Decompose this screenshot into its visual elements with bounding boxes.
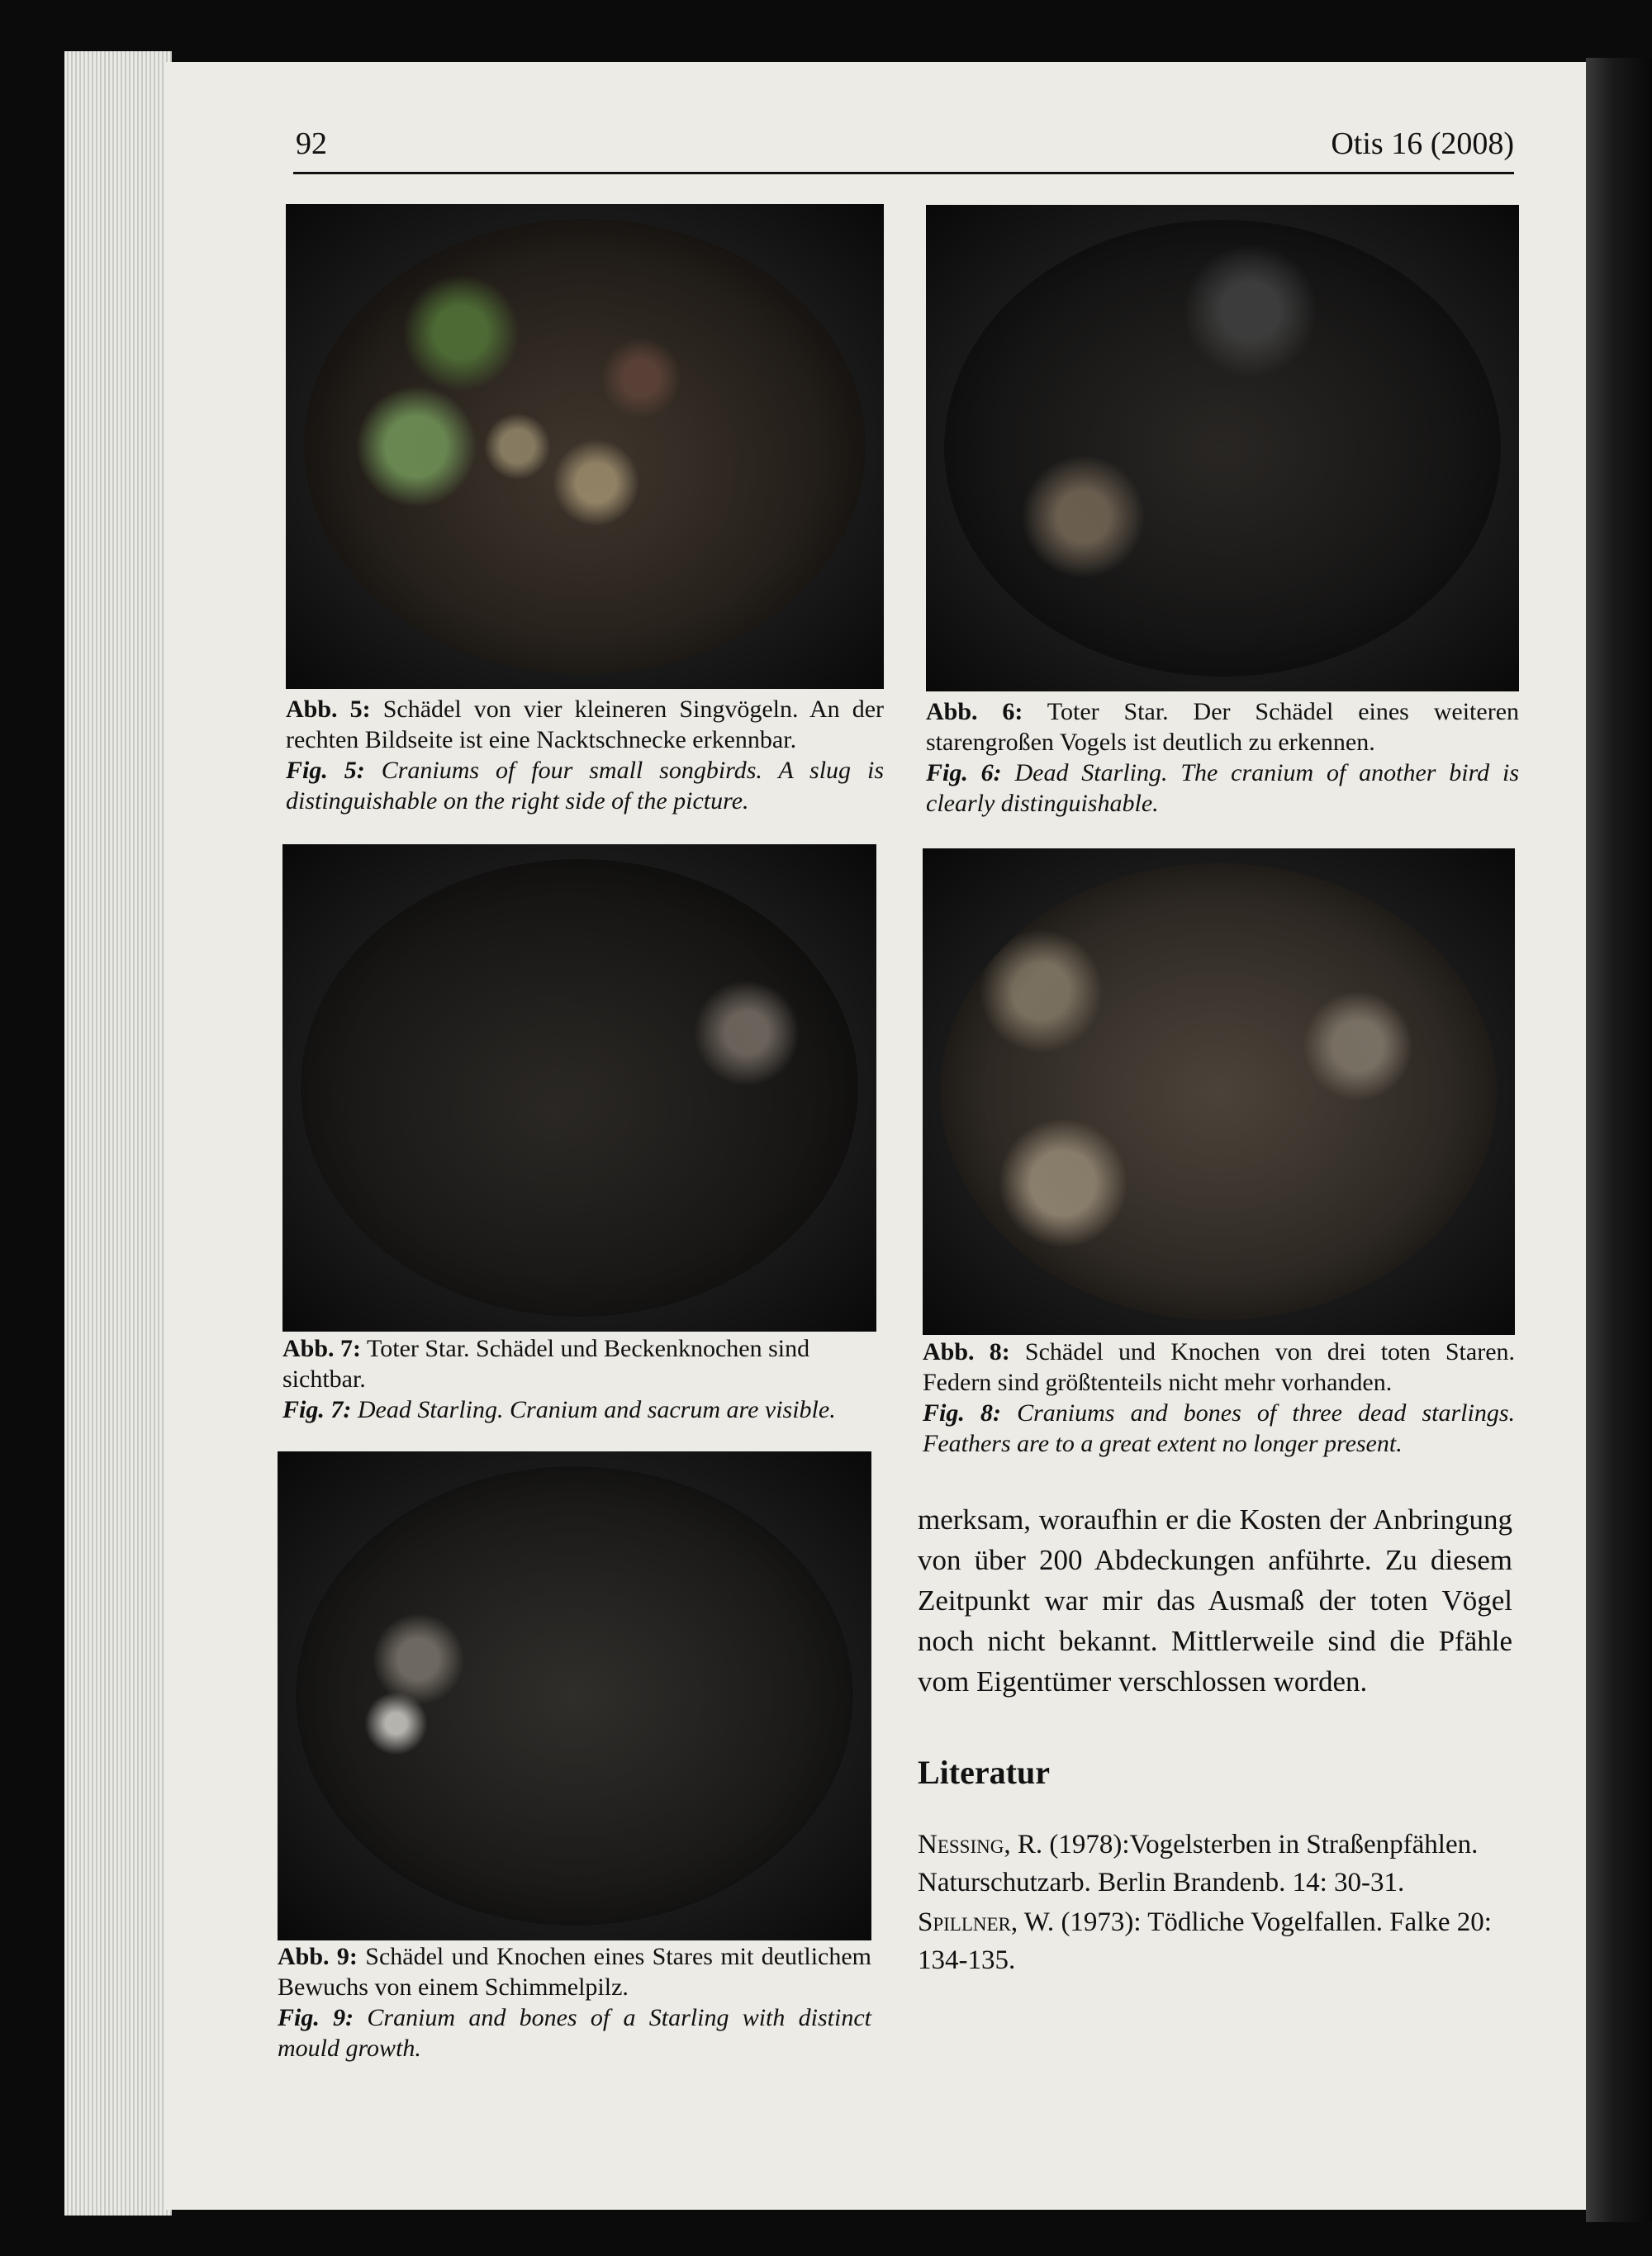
reference-item	[918, 1903, 1512, 1979]
caption-abb9	[278, 1941, 871, 2064]
running-header	[296, 122, 1514, 165]
caption-abb7	[282, 1333, 876, 1425]
caption-abb6-text-en: Dead Starling. The cranium of another bird is clearly distinguishable.	[926, 759, 1520, 817]
caption-abb7-text-en: Dead Starling. Cranium and sacrum are visible.	[357, 1396, 836, 1423]
page-stack-edges	[64, 51, 172, 2216]
body-text: merksam, woraufhin er die Kosten der Anbringung von über 200 Abdeckungen anführte. Zu diesem Zeitpunkt war mir das Ausmaß der toten Vögel noch nicht bekannt. Mittlerweile sind die Pfähle vom Eigentümer verschlossen worden.	[918, 1503, 1512, 1698]
caption-abb6-label-de: Abb. 6:	[926, 698, 1023, 725]
facing-page-shadow	[1586, 58, 1652, 2222]
caption-abb6	[926, 696, 1519, 819]
reference-author: Spillner, W.	[918, 1907, 1055, 1937]
reference-item	[918, 1826, 1512, 1902]
photo-abb8	[923, 848, 1515, 1335]
caption-abb9-label-de: Abb. 9:	[278, 1943, 358, 1970]
caption-abb6-label-en: Fig. 6:	[926, 759, 1002, 786]
caption-abb6-text-de: Toter Star. Der Schädel eines weiteren starengroßen Vogels ist deutlich zu erkennen.	[926, 698, 1520, 756]
reference-author: Nessing, R.	[918, 1830, 1043, 1859]
photo-abb9	[278, 1451, 871, 1940]
page-number: 92	[296, 126, 327, 161]
caption-abb9-text-de: Schädel und Knochen eines Stares mit deutlichem Bewuchs von einem Schimmelpilz.	[278, 1943, 872, 2001]
caption-abb5-text-de: Schädel von vier kleineren Singvögeln. An der rechten Bildseite ist eine Nacktschnecke erkennbar.	[286, 696, 885, 753]
caption-abb7-label-en: Fig. 7:	[282, 1396, 352, 1423]
caption-abb8-label-de: Abb. 8:	[923, 1338, 1010, 1365]
caption-abb5-label-en: Fig. 5:	[286, 757, 365, 784]
photo-abb7	[282, 844, 876, 1332]
header-rule	[293, 172, 1514, 174]
body-paragraph	[918, 1499, 1512, 1702]
caption-abb7-text-de: Toter Star. Schädel und Beckenknochen sind sichtbar.	[282, 1335, 810, 1393]
photo-abb5	[286, 204, 884, 689]
reference-text: (1973): Tödliche Vogelfallen. Falke 20: 134-135.	[918, 1907, 1492, 1975]
photo-abb6	[926, 205, 1519, 691]
reference-list	[918, 1826, 1512, 1981]
caption-abb7-label-de: Abb. 7:	[282, 1335, 362, 1362]
caption-abb8-text-en: Craniums and bones of three dead starlings. Feathers are to a great extent no longer present.	[923, 1399, 1516, 1457]
caption-abb8-text-de: Schädel und Knochen von drei toten Staren. Federn sind größtenteils nicht mehr vorhanden.	[923, 1338, 1516, 1396]
journal-citation: Otis 16 (2008)	[1331, 126, 1514, 161]
caption-abb9-text-en: Cranium and bones of a Starling with distinct mould growth.	[278, 2004, 871, 2062]
caption-abb5-label-de: Abb. 5:	[286, 696, 371, 723]
literature-heading: Literatur	[918, 1754, 1050, 1791]
reference-text: (1978):Vogelsterben in Straßenpfählen. Naturschutzarb. Berlin Brandenb. 14: 30-31.	[918, 1830, 1479, 1897]
caption-abb5-text-en: Craniums of four small songbirds. A slug is distinguishable on the right side of the picture.	[286, 757, 884, 815]
caption-abb8	[923, 1337, 1515, 1459]
caption-abb9-label-en: Fig. 9:	[278, 2004, 354, 2031]
caption-abb8-label-en: Fig. 8:	[923, 1399, 1001, 1427]
caption-abb5	[286, 694, 884, 816]
